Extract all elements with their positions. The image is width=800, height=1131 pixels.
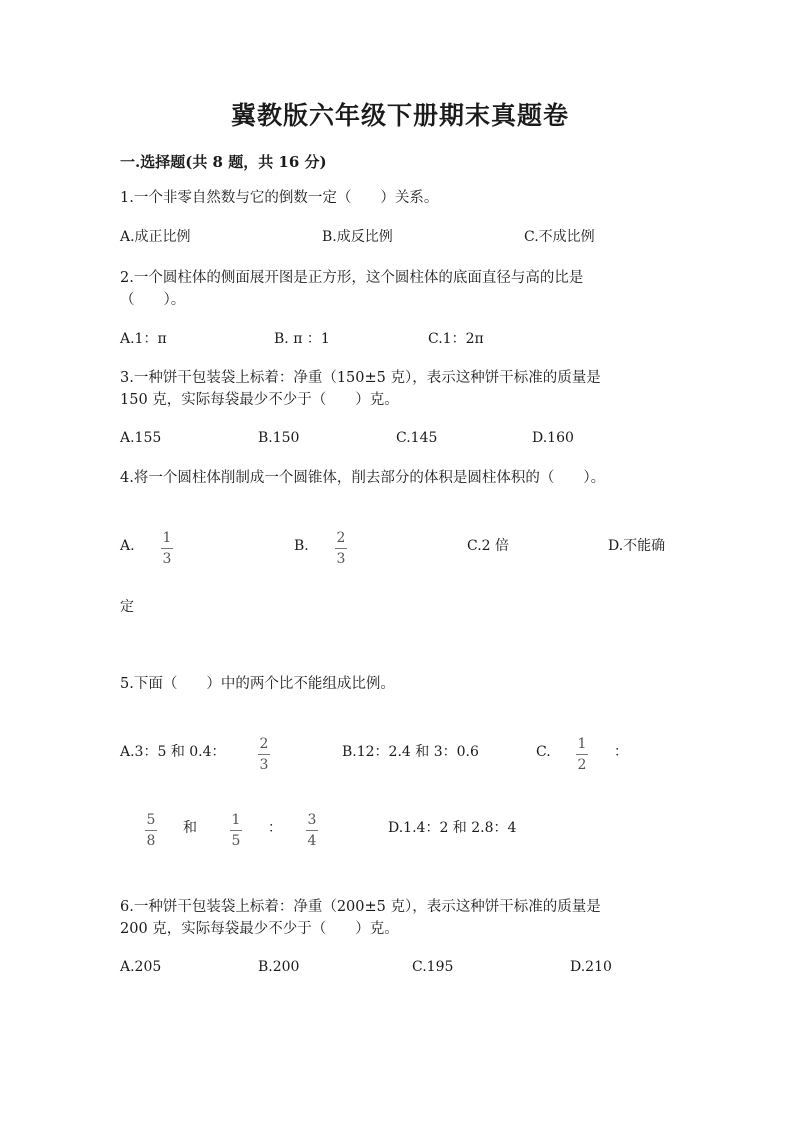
q6-option-c[interactable]: C.195 [412,959,454,975]
q4-option-c[interactable]: C.2 倍 [467,538,510,554]
fraction-numerator: 1 [162,530,172,546]
section-heading: 一.选择题(共 8 题，共 16 分) [120,153,327,171]
fraction-denominator: 3 [259,757,269,773]
question-2-line-2: （ ）。 [120,292,186,308]
q2-option-c[interactable]: C.1：2π [428,331,484,347]
fraction-denominator: 3 [162,551,172,567]
q1-option-c[interactable]: C.不成比例 [524,229,595,245]
fraction-bar [306,830,318,831]
question-2-line-1: 2.一个圆柱体的侧面展开图是正方形，这个圆柱体的底面直径与高的比是 [120,270,584,286]
q3-option-d[interactable]: D.160 [532,430,574,446]
q5-option-a-fraction[interactable] [258,736,270,773]
fraction-bar [335,548,347,549]
fraction-denominator: 8 [146,833,156,849]
q3-option-b[interactable]: B.150 [258,430,300,446]
q2-option-a[interactable]: A.1：π [120,331,167,347]
q4-option-a-label[interactable]: A. [120,538,135,554]
question-4-text: 4.将一个圆柱体削制成一个圆锥体，削去部分的体积是圆柱体积的（ ）。 [120,470,606,486]
fraction-numerator: 1 [231,812,241,828]
question-5-text: 5.下面（ ）中的两个比不能组成比例。 [120,676,395,692]
q5-option-c-fraction-1[interactable] [576,736,588,773]
fraction-denominator: 2 [577,757,587,773]
q5-option-c-fraction-2[interactable] [145,812,157,849]
fraction-numerator: 3 [307,812,317,828]
q1-option-b[interactable]: B.成反比例 [322,229,393,245]
q4-option-b-label[interactable]: B. [294,538,309,554]
q5-option-d[interactable]: D.1.4：2 和 2.8：4 [388,820,517,836]
question-1-text: 1.一个非零自然数与它的倒数一定（ ）关系。 [120,190,439,206]
fraction-bar [230,830,242,831]
q5-option-b[interactable]: B.12：2.4 和 3：0.6 [342,744,479,760]
q2-option-b[interactable]: B. π ：1 [274,331,330,347]
q5-option-c-colon-1: ： [614,744,628,760]
fraction-bar [576,754,588,755]
fraction-denominator: 3 [336,551,346,567]
fraction-numerator: 2 [336,530,346,546]
q5-option-c-label[interactable]: C. [536,744,551,760]
q5-option-c-fraction-3[interactable] [230,812,242,849]
q4-option-b-fraction[interactable] [335,530,347,567]
q6-option-b[interactable]: B.200 [258,959,300,975]
fraction-denominator: 4 [307,833,317,849]
fraction-numerator: 1 [577,736,587,752]
fraction-numerator: 5 [146,812,156,828]
q1-option-a[interactable]: A.成正比例 [120,229,191,245]
fraction-numerator: 2 [259,736,269,752]
fraction-bar [161,548,173,549]
q3-option-a[interactable]: A.155 [120,430,162,446]
q6-option-d[interactable]: D.210 [570,959,612,975]
q5-option-c-fraction-4[interactable] [306,812,318,849]
q4-option-d-line-2[interactable]: 定 [120,599,134,615]
fraction-bar [258,754,270,755]
fraction-bar [145,830,157,831]
question-3-line-2: 150 克，实际每袋最少不少于（ ）克。 [120,392,399,408]
page-title: 冀教版六年级下册期末真题卷 [230,101,569,130]
q4-option-d-line-1[interactable]: D.不能确 [608,538,666,554]
question-6-line-2: 200 克，实际每袋最少不少于（ ）克。 [120,921,399,937]
fraction-denominator: 5 [231,833,241,849]
q5-option-a-text[interactable]: A.3：5 和 0.4： [120,744,226,760]
q5-option-c-colon-2: ： [268,820,282,836]
q6-option-a[interactable]: A.205 [120,959,162,975]
q5-option-c-and: 和 [183,820,197,836]
question-6-line-1: 6.一种饼干包装袋上标着：净重（200±5 克），表示这种饼干标准的质量是 [120,899,601,915]
question-3-line-1: 3.一种饼干包装袋上标着：净重（150±5 克），表示这种饼干标准的质量是 [120,370,601,386]
q4-option-a-fraction[interactable] [161,530,173,567]
q3-option-c[interactable]: C.145 [396,430,438,446]
